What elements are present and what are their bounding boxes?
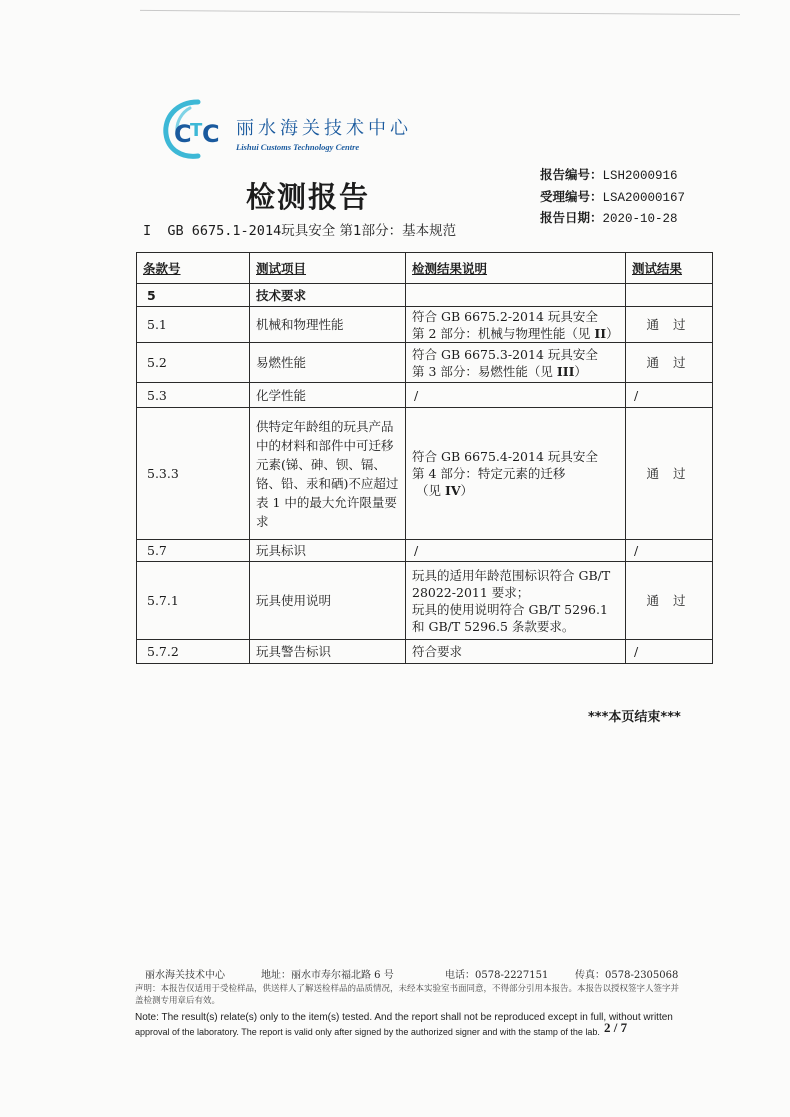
table-row: 5.3 化学性能 / /: [137, 383, 713, 408]
svg-text:C: C: [202, 120, 220, 148]
footer-fax: 传真：0578-2305068: [575, 970, 679, 981]
footer-note-en: Note: The result(s) relate(s) only to the item(s) tested. And the report shall not be reproduced except in full, without written: [135, 1012, 673, 1023]
standard-subtitle: I GB 6675.1-2014玩具安全 第1部分：基本规范: [143, 223, 457, 239]
page-number: 2 / 7: [604, 1020, 628, 1035]
verdict-pass: 通过: [626, 343, 713, 383]
verdict-pass: 通过: [626, 562, 713, 640]
verdict-pass: 通过: [626, 307, 713, 343]
table-row: 5.2 易燃性能 符合 GB 6675.3-2014 玩具安全 第 3 部分：易燃性能（见 III） 通过: [137, 343, 713, 383]
header-result-desc: 检测结果说明: [406, 253, 626, 284]
table-row: 5.7.1 玩具使用说明 玩具的适用年龄范围标识符合 GB/T 28022-2011 要求； 玩具的使用说明符合 GB/T 5296.1 和 GB/T 5296.5 条款要求。 通过: [137, 562, 713, 640]
acceptance-number: 受理编号：LSA20000167: [540, 188, 686, 205]
footer-contact: [135, 966, 680, 980]
scan-edge-line: [140, 10, 740, 15]
svg-text:C: C: [174, 120, 192, 148]
table-row: 5 技术要求: [137, 284, 713, 307]
footer-declaration: 声明：本报告仅适用于受检样品，供送样人了解送检样品的品质情况，未经本实验室书面同意，不得部分引用本报告。本报告以授权签字人签字并盖检测专用章后有效。: [135, 984, 680, 1006]
footer-phone: 电话：0578-2227151: [445, 970, 549, 981]
footer-org: 丽水海关技术中心: [145, 970, 225, 981]
page-title: 检测报告: [246, 180, 371, 214]
ctc-logo-icon: [160, 96, 234, 166]
report-number: 报告编号：LSH2000916: [540, 167, 678, 183]
footer-address: 地址：丽水市寿尔福北路 6 号: [261, 970, 394, 981]
table-row: 5.7.2 玩具警告标识 符合要求 /: [137, 640, 713, 664]
report-meta: [540, 165, 685, 230]
page-end-mark: ***本页结束***: [588, 710, 681, 725]
logo-name-cn: 丽水海关技术中心: [236, 118, 412, 139]
footer-note-en-2: approval of the laboratory. The report is valid only after signed by the authorized signer and with the stamp of the lab.: [135, 1027, 600, 1037]
verdict-pass: 通过: [626, 408, 713, 540]
table-row: 5.3.3 供特定年龄组的玩具产品中的材料和部件中可迁移元素(锑、砷、钡、镉、铬、铅、汞和硒)不应超过表 1 中的最大允许限量要求 符合 GB 6675.4-2014 玩具安全 第 4 部分：特定元素的迁移 （见 IV） 通过: [137, 408, 713, 540]
report-date: 报告日期：2020-10-28: [540, 210, 678, 226]
lab-logo: [160, 96, 410, 166]
table-header-row: [137, 253, 713, 284]
table-row: 5.1 机械和物理性能 符合 GB 6675.2-2014 玩具安全 第 2 部分：机械与物理性能（见 II） 通过: [137, 307, 713, 343]
page-footer: [135, 966, 680, 1039]
header-clause: 条款号: [137, 253, 250, 284]
logo-name-en: Lishui Customs Technology Centre: [236, 142, 360, 152]
header-verdict: 测试结果: [626, 253, 713, 284]
results-table: [136, 252, 713, 664]
table-row: 5.7 玩具标识 / /: [137, 540, 713, 562]
svg-text:T: T: [190, 120, 203, 141]
header-test-item: 测试项目: [250, 253, 406, 284]
